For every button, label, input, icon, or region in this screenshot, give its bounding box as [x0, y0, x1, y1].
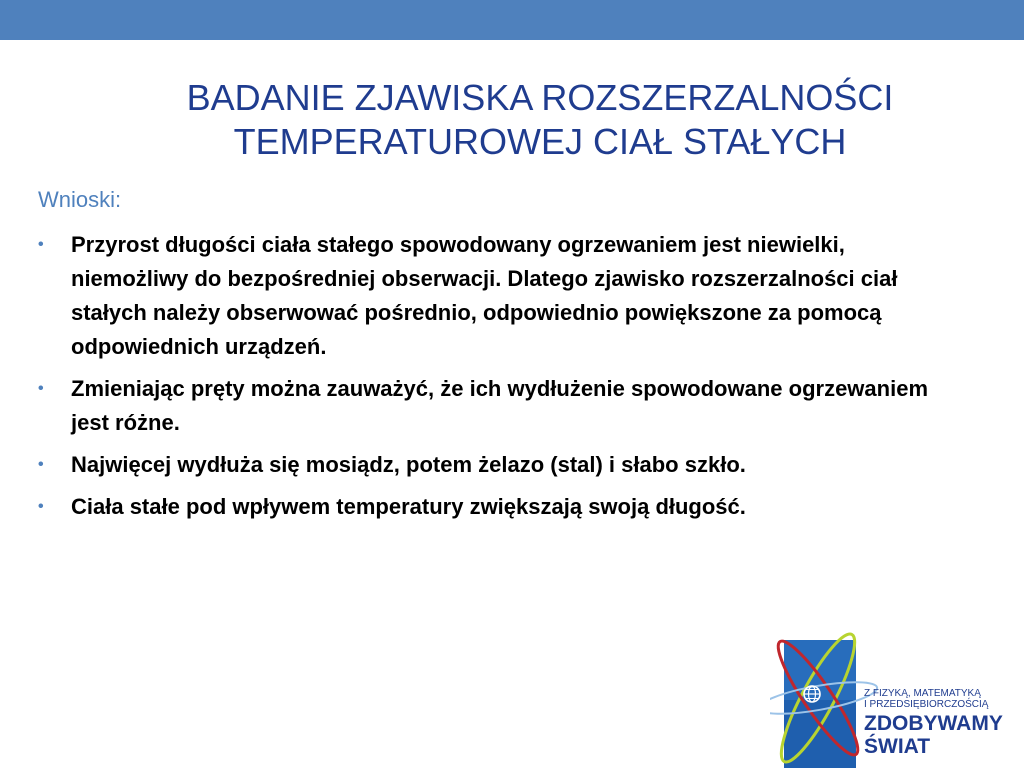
slide-title	[60, 76, 1020, 164]
bullet-item	[38, 372, 958, 440]
logo-name-line-2: ŚWIAT	[864, 735, 931, 758]
bullet-text: Ciała stałe pod wpływem temperatury zwiększają swoją długość.	[71, 494, 746, 519]
bullet-item	[38, 448, 958, 482]
logo-name-line-1: ZDOBYWAMY	[864, 712, 1003, 735]
bullet-icon: •	[38, 380, 44, 397]
project-logo	[770, 622, 1024, 768]
slide-title-line-2: TEMPERATUROWEJ CIAŁ STAŁYCH	[233, 121, 847, 162]
logo-tagline-line-1: Z FIZYKĄ, MATEMATYKĄ	[864, 688, 981, 699]
logo-tagline	[864, 688, 988, 710]
conclusions-list	[38, 228, 958, 532]
bullet-icon: •	[38, 498, 44, 515]
logo-name	[864, 712, 1003, 758]
conclusions-heading: Wnioski:	[38, 187, 122, 212]
bullet-icon: •	[38, 236, 44, 253]
top-bar	[0, 0, 1024, 40]
bullet-item	[38, 490, 958, 524]
logo-tagline-line-2: I PRZEDSIĘBIORCZOŚCIĄ	[864, 699, 989, 710]
bullet-icon: •	[38, 456, 44, 473]
bullet-item	[38, 228, 958, 364]
bullet-text: Przyrost długości ciała stałego spowodowany ogrzewaniem jest niewielki, niemożliwy do bezpośredniej obserwacji. Dlatego zjawisko rozszerzalności ciał stałych należy obserwować pośrednio, odpowiednio powiększone za pomocą odpowiednich urządzeń.	[71, 232, 898, 359]
bullet-text: Zmieniając pręty można zauważyć, że ich wydłużenie spowodowane ogrzewaniem jest różne.	[71, 376, 929, 435]
slide-title-line-1: BADANIE ZJAWISKA ROZSZERZALNOŚCI	[186, 77, 894, 118]
bullet-text: Najwięcej wydłuża się mosiądz, potem żelazo (stal) i słabo szkło.	[71, 452, 746, 477]
